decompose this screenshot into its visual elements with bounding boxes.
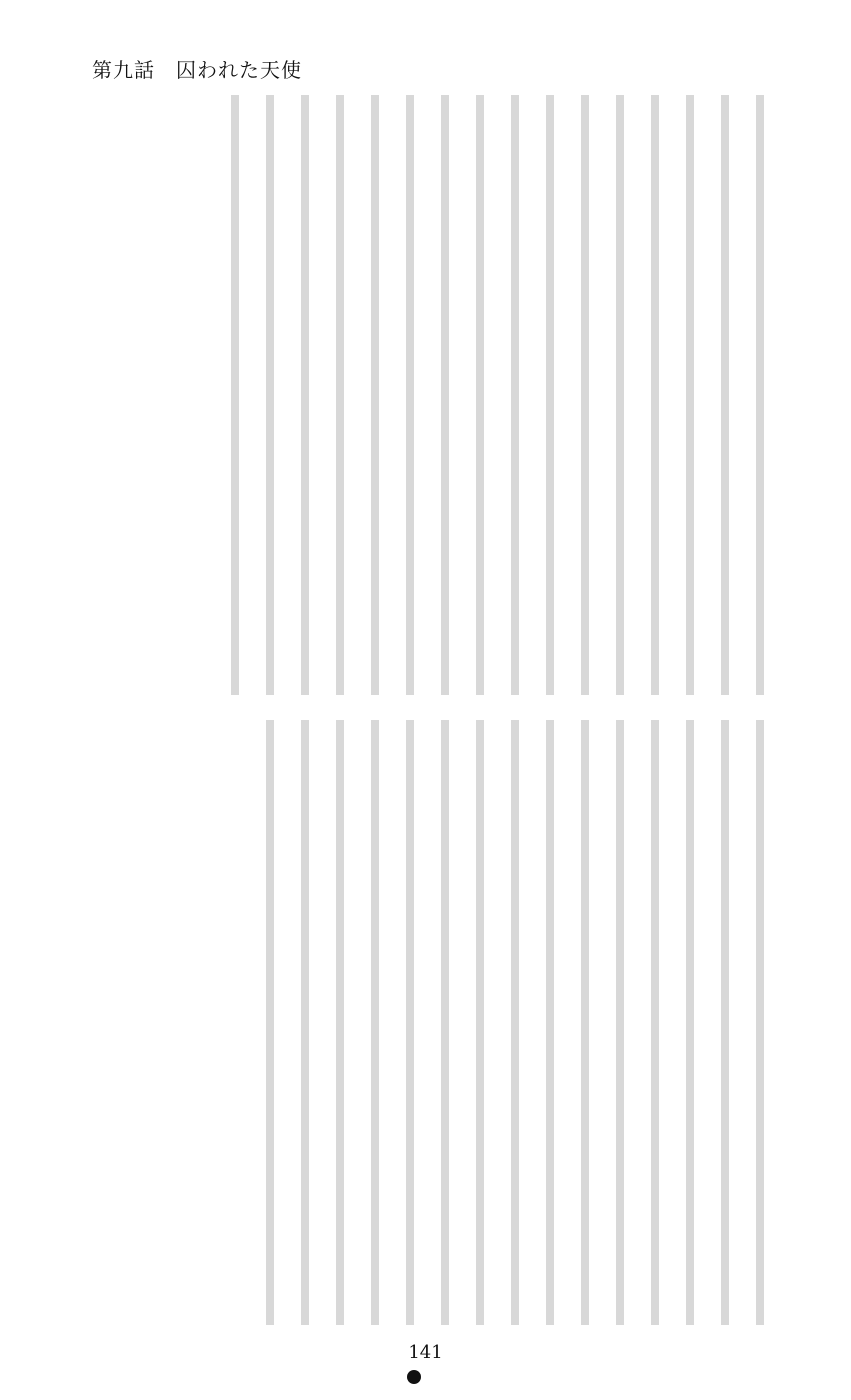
- redacted-text: [301, 95, 309, 695]
- text-column: [329, 720, 351, 1325]
- text-column: [434, 95, 456, 695]
- redacted-text: [546, 720, 554, 1325]
- redacted-text: [231, 95, 239, 695]
- redacted-text: [721, 720, 729, 1325]
- text-column: [609, 720, 631, 1325]
- redacted-text: [441, 95, 449, 695]
- text-column: [504, 95, 526, 695]
- text-column: [469, 720, 491, 1325]
- text-column: [679, 95, 701, 695]
- text-column: [539, 95, 561, 695]
- redacted-text: [476, 95, 484, 695]
- redacted-text: [441, 720, 449, 1325]
- redacted-text: [686, 720, 694, 1325]
- text-column: [609, 95, 631, 695]
- redacted-text: [336, 95, 344, 695]
- chapter-header: 第九話 囚われた天使: [92, 58, 302, 82]
- text-column: [574, 720, 596, 1325]
- redacted-text: [301, 720, 309, 1325]
- text-column: [329, 95, 351, 695]
- text-block-lower: [259, 720, 771, 1325]
- text-column: [539, 720, 561, 1325]
- redacted-text: [651, 720, 659, 1325]
- redacted-text: [336, 720, 344, 1325]
- text-column: [679, 720, 701, 1325]
- text-column: [399, 720, 421, 1325]
- text-column: [644, 720, 666, 1325]
- redacted-text: [511, 720, 519, 1325]
- redacted-text: [371, 95, 379, 695]
- redacted-text: [721, 95, 729, 695]
- text-column: [294, 720, 316, 1325]
- text-column: [504, 720, 526, 1325]
- redacted-text: [371, 720, 379, 1325]
- text-column: [294, 95, 316, 695]
- redacted-text: [651, 95, 659, 695]
- redacted-text: [756, 95, 764, 695]
- redacted-text: [581, 720, 589, 1325]
- page-number: 141: [408, 1342, 443, 1363]
- redacted-text: [616, 720, 624, 1325]
- text-column: [469, 95, 491, 695]
- redacted-text: [686, 95, 694, 695]
- text-column: [714, 95, 736, 695]
- text-column: [364, 720, 386, 1325]
- text-column: [399, 95, 421, 695]
- text-column: [644, 95, 666, 695]
- redacted-text: [616, 95, 624, 695]
- text-column: [749, 95, 771, 695]
- text-column: [749, 720, 771, 1325]
- redacted-text: [406, 95, 414, 695]
- text-block-upper: [224, 95, 771, 695]
- redacted-text: [511, 95, 519, 695]
- text-column: [714, 720, 736, 1325]
- text-column: [224, 95, 246, 695]
- redacted-text: [266, 720, 274, 1325]
- redacted-text: [756, 720, 764, 1325]
- redacted-text: [546, 95, 554, 695]
- text-column: [574, 95, 596, 695]
- page-marker-dot: [407, 1370, 421, 1384]
- text-column: [259, 95, 281, 695]
- redacted-text: [581, 95, 589, 695]
- redacted-text: [266, 95, 274, 695]
- text-column: [259, 720, 281, 1325]
- redacted-text: [406, 720, 414, 1325]
- text-column: [434, 720, 456, 1325]
- redacted-text: [476, 720, 484, 1325]
- text-column: [364, 95, 386, 695]
